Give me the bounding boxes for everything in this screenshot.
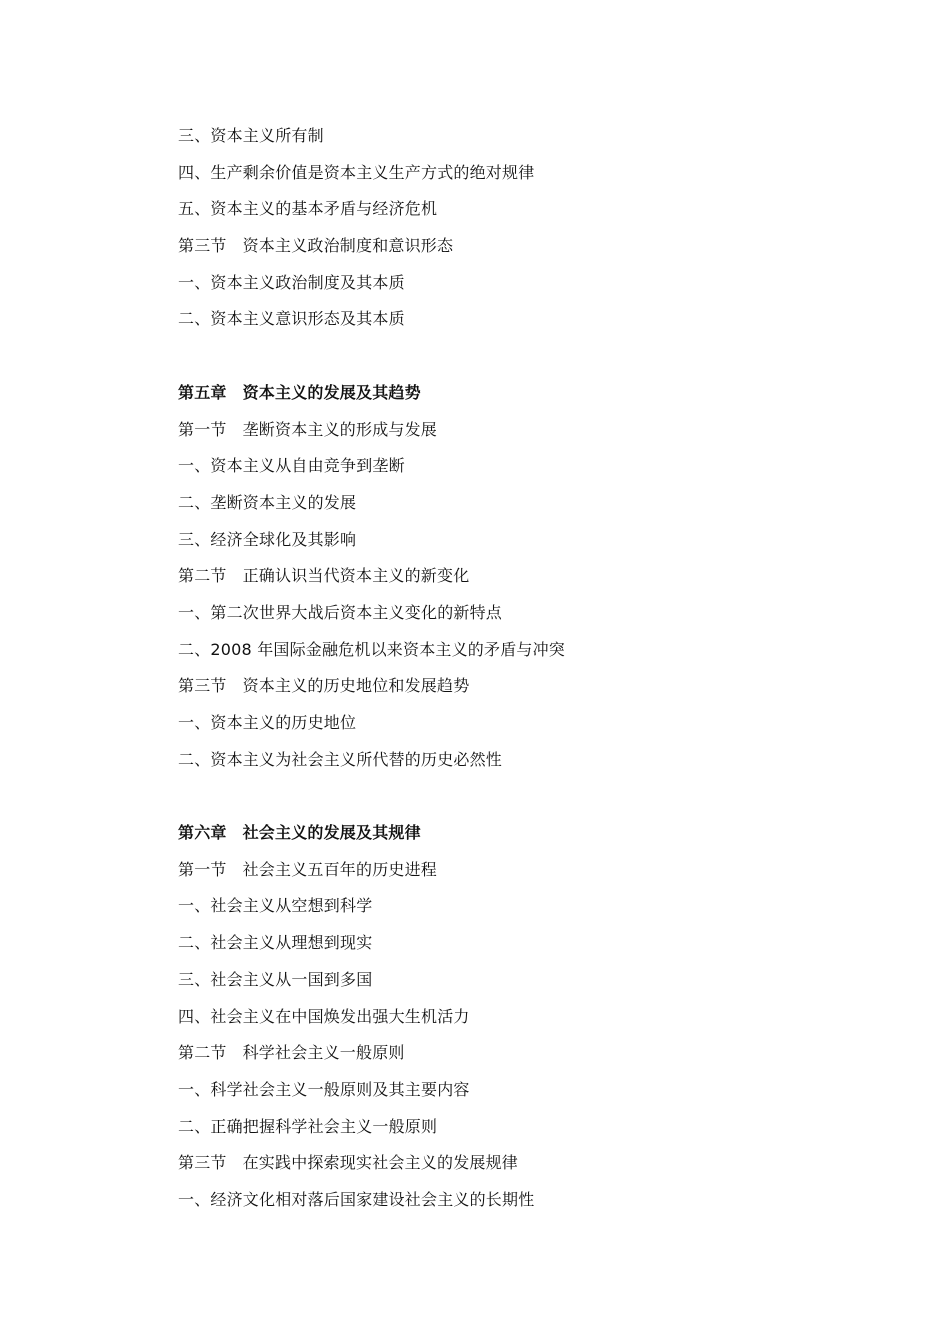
list-item: 三、经济全球化及其影响	[178, 529, 357, 549]
list-item: 二、社会主义从理想到现实	[178, 933, 373, 953]
list-item: 五、资本主义的基本矛盾与经济危机	[178, 199, 438, 219]
list-item: 一、经济文化相对落后国家建设社会主义的长期性	[178, 1189, 535, 1209]
section-label: 第二节	[178, 1043, 227, 1063]
section-label: 第一节	[178, 859, 227, 879]
list-item: 四、社会主义在中国焕发出强大生机活力	[178, 1006, 470, 1026]
list-item: 二、2008 年国际金融危机以来资本主义的矛盾与冲突	[178, 639, 566, 659]
section-heading	[178, 1145, 878, 1182]
section-heading	[178, 228, 878, 265]
chapter-title: 资本主义的发展及其趋势	[242, 382, 421, 402]
section-heading	[178, 1035, 878, 1072]
section-title: 垄断资本主义的形成与发展	[242, 419, 438, 439]
chapter-label: 第六章	[178, 823, 227, 843]
chapter-title: 社会主义的发展及其规律	[242, 823, 421, 843]
section-heading	[178, 852, 878, 889]
section-title: 资本主义的历史地位和发展趋势	[242, 676, 470, 696]
section-title: 正确认识当代资本主义的新变化	[242, 566, 470, 586]
section-label: 第三节	[178, 1153, 227, 1173]
section-title: 在实践中探索现实社会主义的发展规律	[242, 1153, 519, 1173]
list-item: 三、资本主义所有制	[178, 126, 324, 145]
list-item: 一、资本主义政治制度及其本质	[178, 272, 405, 292]
list-item: 一、资本主义从自由竞争到垄断	[178, 456, 405, 476]
section-label: 第三节	[178, 236, 227, 256]
spacer	[178, 338, 878, 375]
list-item: 四、生产剩余价值是资本主义生产方式的绝对规律	[178, 162, 535, 182]
section-heading	[178, 558, 878, 595]
spacer	[178, 778, 878, 815]
list-item: 一、第二次世界大战后资本主义变化的新特点	[178, 602, 503, 622]
list-item: 二、正确把握科学社会主义一般原则	[178, 1116, 438, 1136]
list-item: 三、社会主义从一国到多国	[178, 969, 373, 989]
document-page	[178, 118, 878, 1219]
section-title: 社会主义五百年的历史进程	[242, 859, 438, 879]
chapter-heading	[178, 815, 878, 852]
list-item: 二、资本主义为社会主义所代替的历史必然性	[178, 749, 503, 769]
section-heading	[178, 668, 878, 705]
section-label: 第二节	[178, 566, 227, 586]
section-heading	[178, 412, 878, 449]
section-title: 科学社会主义一般原则	[242, 1043, 405, 1063]
chapter-heading	[178, 375, 878, 412]
list-item: 二、资本主义意识形态及其本质	[178, 309, 405, 329]
list-item: 一、资本主义的历史地位	[178, 713, 357, 732]
chapter-label: 第五章	[178, 382, 227, 402]
section-label: 第三节	[178, 676, 227, 696]
section-label: 第一节	[178, 419, 227, 439]
section-title: 资本主义政治制度和意识形态	[242, 236, 454, 256]
list-item: 一、科学社会主义一般原则及其主要内容	[178, 1079, 470, 1099]
list-item: 二、垄断资本主义的发展	[178, 492, 357, 512]
list-item: 一、社会主义从空想到科学	[178, 896, 373, 916]
